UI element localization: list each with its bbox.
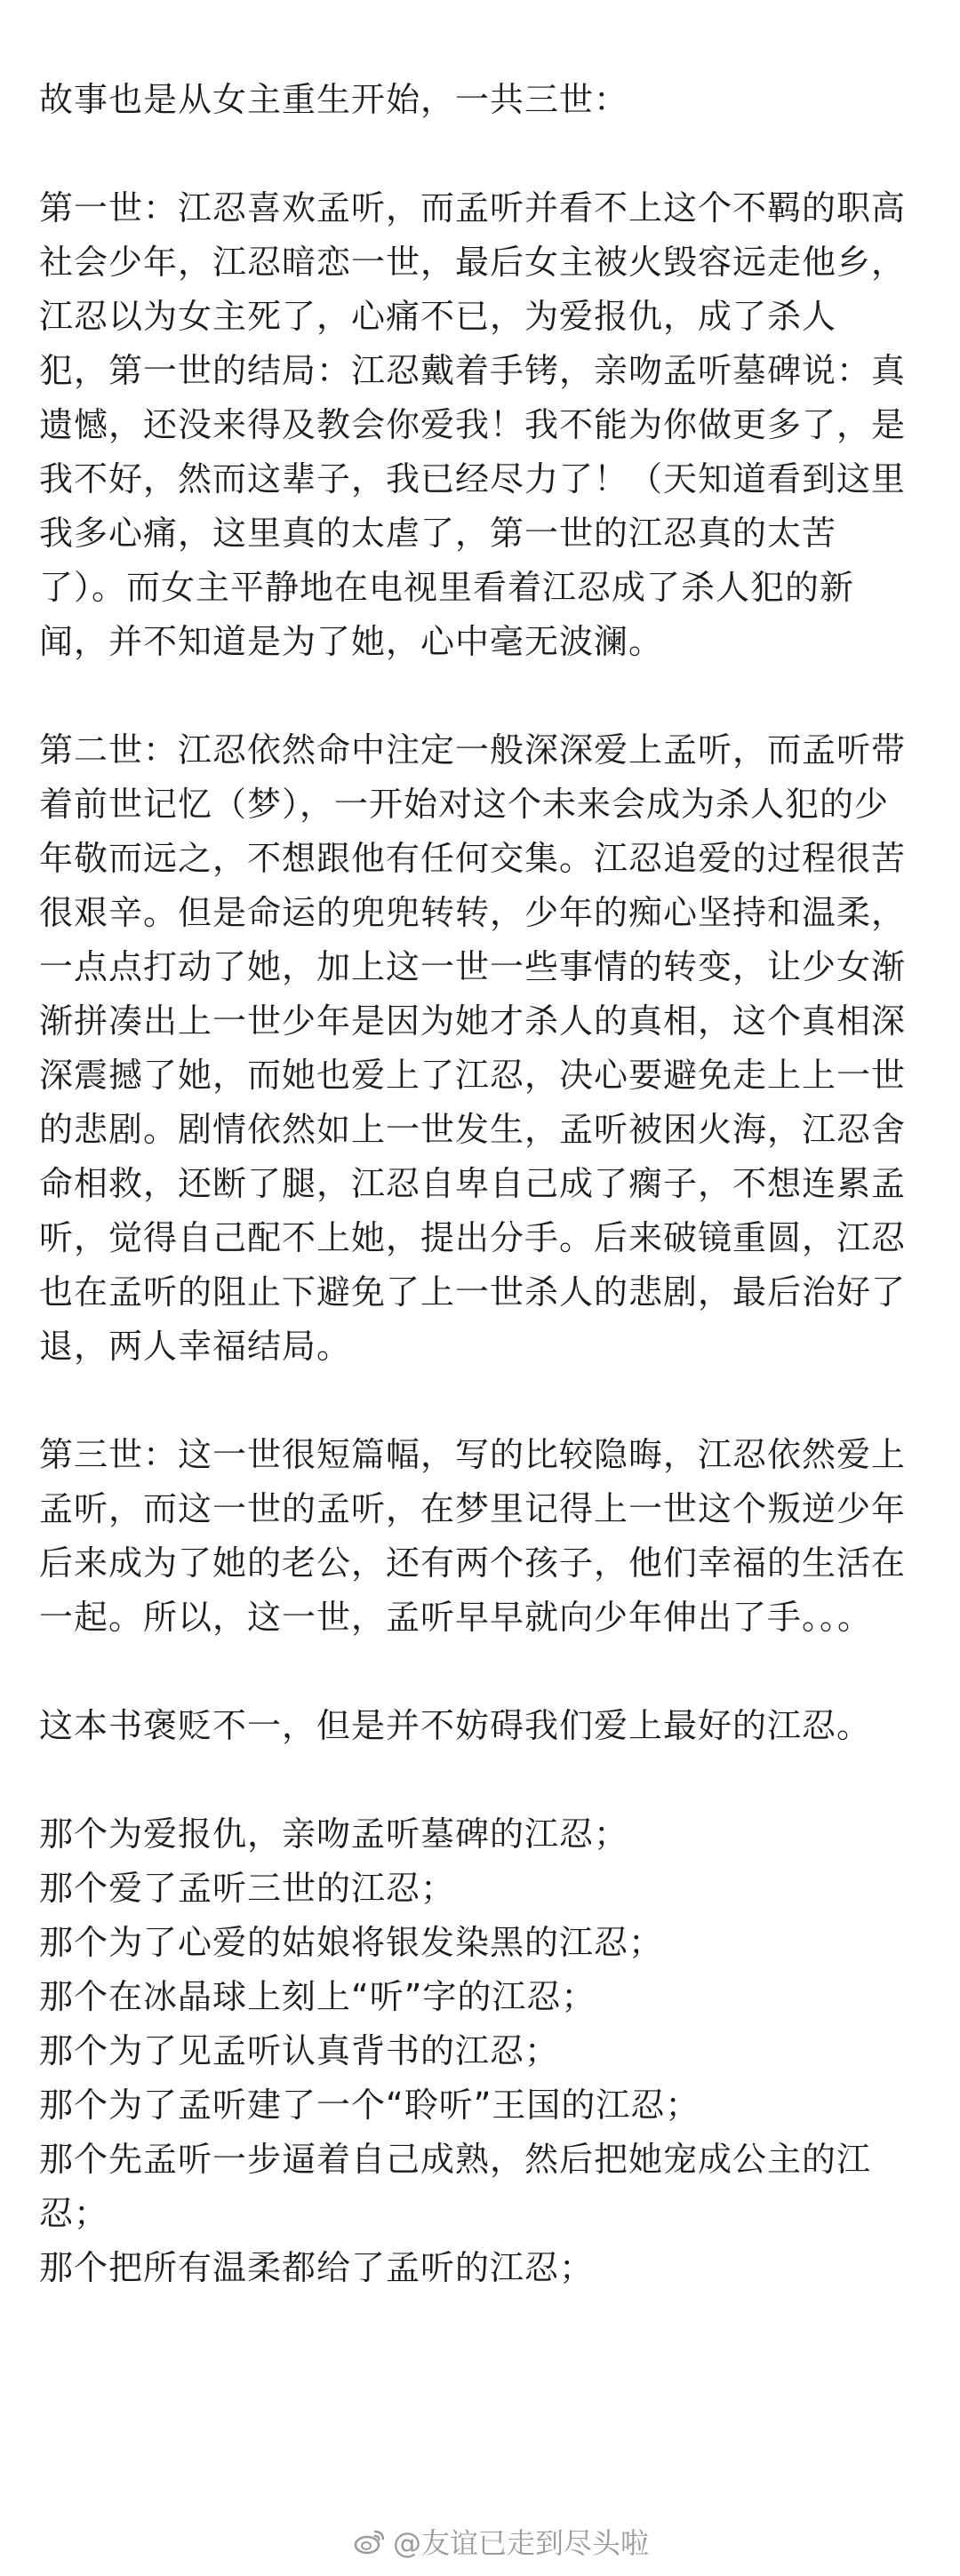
list-item: 那个爱了孟听三世的江忍； (39, 1869, 456, 1908)
paragraph-intro: 故事也是从女主重生开始，一共三世： (39, 80, 629, 119)
paragraph-second-life: 第二世：江忍依然命中注定一般深深爱上孟听，而孟听带着前世记忆（梦），一开始对这个未来会成为杀人犯的少年敬而远之，不想跟他有任何交集。江忍追爱的过程很苦很艰辛。但是命运的兜兜转转，少年的痴心坚持和温柔，一点点打动了她，加上这一世一些事情的转变，让少女渐渐拼凑出上一世少年是因为她才杀人的真相，这个真相深深震撼了她，而她也爱上了江忍，决心要避免走上上一世的悲剧。剧情依然如上一世发生，孟听被困火海，江忍舍命相救，还断了腿，江忍自卑自己成了瘸子，不想连累孟听，觉得自己配不上她，提出分手。后来破镜重圆，江忍也在孟听的阻止下避免了上一世杀人的悲剧，最后治好了退，两人幸福结局。 (39, 730, 907, 1366)
list-item: 那个把所有温柔都给了孟听的江忍； (39, 2248, 595, 2287)
weibo-icon (354, 2528, 386, 2555)
tribute-list (39, 1807, 914, 2295)
list-item: 那个先孟听一步逼着自己成熟，然后把她宠成公主的江忍； (39, 2140, 872, 2233)
list-item: 那个在冰晶球上刻上“听”字的江忍； (39, 1977, 596, 2016)
article-body (39, 73, 914, 2295)
paragraph-review: 这本书褒贬不一，但是并不妨碍我们爱上最好的江忍。 (39, 1706, 872, 1745)
watermark (354, 2521, 649, 2562)
paragraph-first-life: 第一世：江忍喜欢孟听，而孟听并看不上这个不羁的职高社会少年，江忍暗恋一世，最后女主被火毁容远走他乡，江忍以为女主死了，心痛不已，为爱报仇，成了杀人 犯，第一世的结局：江忍戴着手铐，亲吻孟听墓碑说：真遗憾，还没来得及教会你爱我！我不能为你做更多了，是我不好，然而这辈子，我已经尽力了！（天知道看到这里我多心痛，这里真的太虐了，第一世的江忍真的太苦了）。而女主平静地在电视里看着江忍成了杀人犯的新闻，并不知道是为了她，心中毫无波澜。 (39, 188, 907, 661)
list-item: 那个为了孟听建了一个“聆听”王国的江忍； (39, 2086, 700, 2125)
list-item: 那个为了见孟听认真背书的江忍； (39, 2031, 560, 2070)
watermark-text: @友谊已走到尽头啦 (393, 2526, 650, 2560)
list-item: 那个为了心爱的姑娘将银发染黑的江忍； (39, 1923, 664, 1962)
list-item: 那个为爱报仇，亲吻孟听墓碑的江忍； (39, 1814, 629, 1854)
paragraph-third-life: 第三世：这一世很短篇幅，写的比较隐晦，江忍依然爱上孟听，而这一世的孟听，在梦里记得上一世这个叛逆少年后来成为了她的老公，还有两个孩子，他们幸福的生活在一起。所以，这一世，孟听早早就向少年伸出了手。。。 (39, 1435, 907, 1637)
